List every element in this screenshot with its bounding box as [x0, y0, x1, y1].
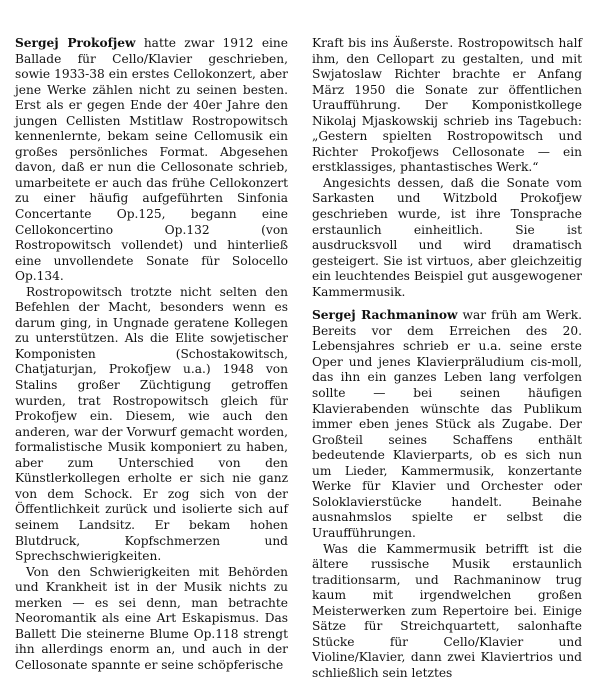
paragraph-kammermusik: Was die Kammermusik betrifft ist die ältere russische Musik erstaunlich traditionsarm, und Rachmaninow trug kaum mit irgendwelchen großen Meisterwerken zum Repertoire bei. Einige Sätze für Streichquartett, salonhafte Stücke für Cello/Klavier und Violine/Klavier, dann zwei Klaviertrios und schließlich sein letztes [312, 542, 582, 681]
paragraph-cellosonate-premiere: Kraft bis ins Äußerste. Rostropowitsch half ihm, den Cellopart zu gestalten, und mit Swjatoslaw Richter brachte er Anfang März 1950 die Sonate zur öffentlichen Uraufführung. Der Komponistkollege Nikolaj Mjaskowskij schrieb ins Tagebuch: „Gestern spielten Rostropowitsch und Richter Prokofjews Cellosonate — ein erstklassiges, phantastisches Werk.“ [312, 36, 582, 176]
paragraph-rostropowitsch: Rostropowitsch trotzte nicht selten den Befehlen der Macht, besonders wenn es darum ging, in Ungnade geratene Kollegen zu unterstützen. Als die Elite sowjetischer Komponisten (Schostakowitsch, Chatjaturjan, Prokofjew u.a.) 1948 von Stalins großer Züchtigung getroffen wurden, trat Rostropowitsch gleich für Prokofjew ein. Diesem, wie auch den anderen, war der Vorwurf gemacht worden, formalistische Musik komponiert zu haben, aber zum Unterschied von den Künstlerkollegen erholte er sich nie ganz von dem Schock. Er zog sich von der Öffentlichkeit zurück und isolierte sich auf seinem Landsitz. Er bekam hohen Blutdruck, Kopfschmerzen und Sprechschwierigkeiten. [15, 285, 288, 565]
composer-name-rachmaninow: Sergej Rachmaninow [312, 308, 457, 322]
paragraph-text: hatte zwar 1912 eine Ballade für Cello/Klavier geschrieben, sowie 1933-38 ein erstes Cellokonzert, aber jene Werke zählen nicht zu seinen besten. Erst als er gegen Ende der 40er Jahre den jungen Cellisten Mstitlaw Rostropowitsch kennenlernte, bekam seine Cellomusik ein großes persönliches Format. Abgesehen davon, daß er nun die Cellosonate schrieb, umarbeitete er auch das frühe Cellokonzert zu einer häufig aufgeführten Sinfonia Concertante Op.125, begann eine Cellokoncertino Op.132 (von Rostropowitsch vollendet) und hinterließ eine unvollendete Sonate für Solocello Op.134. [15, 36, 288, 283]
paragraph-prokofjew-intro [15, 36, 288, 285]
left-column [15, 36, 288, 673]
right-column [312, 36, 582, 681]
paragraph-sonate-character: Angesichts dessen, daß die Sonate vom Sarkasten und Witzbold Prokofjew geschrieben wurde, ist ihre Tonsprache erstaunlich einheitlich. Sie ist ausdrucksvoll und wird dramatisch gesteigert. Sie ist virtuos, aber gleichzeitig ein leuchtendes Beispiel gut ausgewogener Kammermusik. [312, 176, 582, 300]
paragraph-schwierigkeiten: Von den Schwierigkeiten mit Behörden und Krankheit ist in der Musik nichts zu merken — es sei denn, man betrachte Neoromantik als eine Art Eskapismus. Das Ballett Die steinerne Blume Op.118 strengt ihn allerdings enorm an, und auch in der Cellosonate spannte er seine schöpferische [15, 565, 288, 674]
paragraph-rachmaninow-intro [312, 308, 582, 541]
composer-name-prokofjew: Sergej Prokofjew [15, 36, 136, 50]
paragraph-text: war früh am Werk. Bereits vor dem Erreichen des 20. Lebensjahres schrieb er u.a. seine erste Oper und jenes Klavierpräludium cis-moll, das ihn ein ganzes Leben lang verfolgen sollte — bei seinen häufigen Klavierabenden wünschte das Publikum immer eben jenes Stück als Zugabe. Der Großteil seines Schaffens enthält bedeutende Klavierparts, ob es sich nun um Lieder, Kammermusik, konzertante Werke für Klavier und Orchester oder Soloklavierstücke handelt. Beinahe ausnahmslos spielte er selbst die Uraufführungen. [312, 308, 582, 540]
